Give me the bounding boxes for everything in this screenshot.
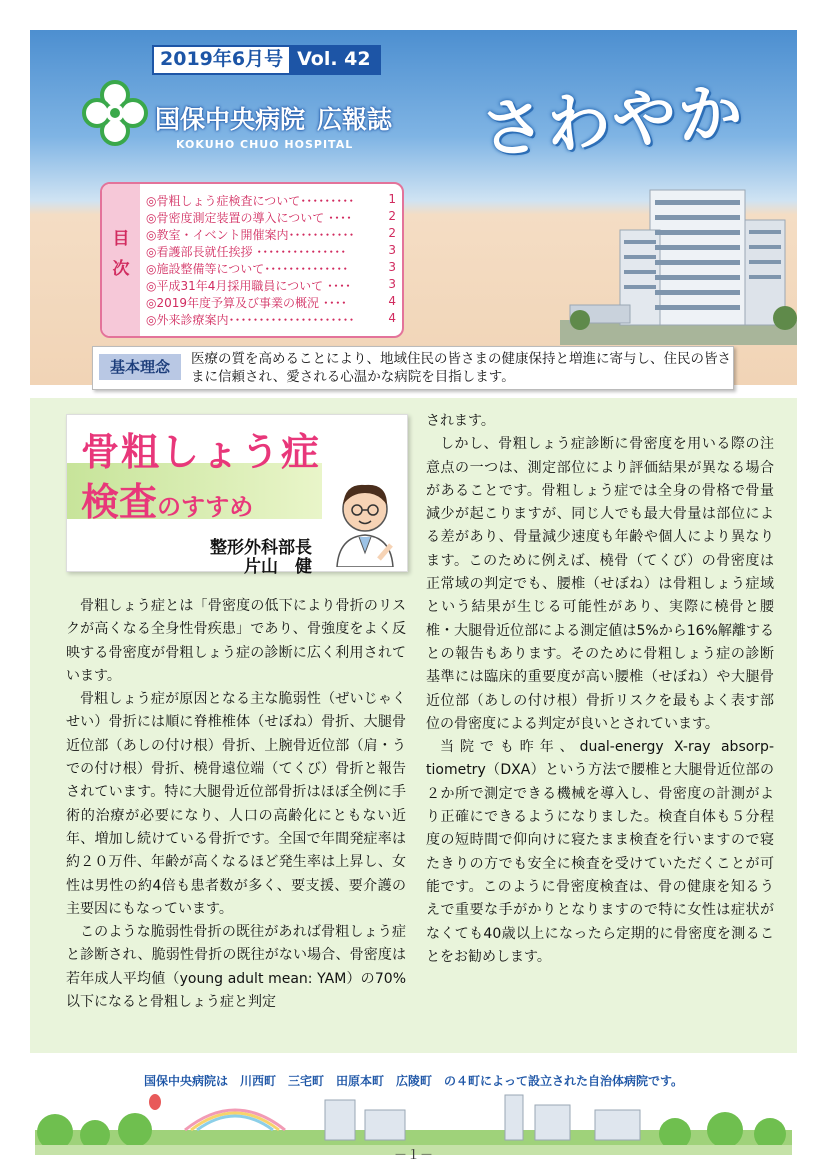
toc-item-page: 3 xyxy=(388,260,396,274)
philosophy-text: 医療の質を高めることにより、地域住民の皆さまの健康保持と増進に寄与し、住民の皆さまに信頼され、愛される心温かな病院を目指します。 xyxy=(191,351,731,385)
toc-item-text: ◎外来診療案内･････････････････････ xyxy=(146,313,355,327)
toc-item-text: ◎教室・イベント開催案内･･･････････ xyxy=(146,228,355,242)
author-department: 整形外科部長 xyxy=(210,538,312,558)
toc-item[interactable] xyxy=(146,260,396,277)
toc-item[interactable] xyxy=(146,243,396,260)
toc-item-page: 2 xyxy=(388,226,396,240)
hospital-logo-icon xyxy=(82,80,148,146)
article-title-box xyxy=(66,414,408,577)
toc-item[interactable] xyxy=(146,209,396,226)
toc-item[interactable] xyxy=(146,294,396,311)
article-paragraph: 骨粗しょう症が原因となる主な脆弱性（ぜいじゃくせい）骨折には順に脊椎椎体（せぼね）骨折、大腿骨近位部（あしの付け根）骨折、上腕骨近位部（肩・うでの付け根）骨折、橈骨遠位端（てくび）骨折と報告されています。特に大腿骨近位部骨折はほぼ全例に手術的治療が必要になり、人口の高齢化にともない近年、増加し続けている骨折です。全国で年間発症率は約２０万件、年齢が高くなるほど発生率は上昇し、女性は男性の約4倍も患者数が多く、要支援、要介護の主要因にもなっています。 xyxy=(66,691,406,917)
article-column-left xyxy=(66,595,406,1014)
article-paragraph: 骨粗しょう症とは「骨密度の低下により骨折のリスクが高くなる全身性骨疾患」であり、骨強度をよく反映する骨密度が骨粗しょう症の診断に広く利用されています。 xyxy=(66,598,406,684)
toc-item-text: ◎平成31年4月採用職員について ････ xyxy=(146,279,351,293)
toc-item-page: 4 xyxy=(388,294,396,308)
toc-item[interactable] xyxy=(146,226,396,243)
magazine-label: 広報誌 xyxy=(317,105,393,134)
article-title-big: 検査 xyxy=(81,480,158,524)
toc-item-text: ◎施設整備等について･･････････････ xyxy=(146,262,349,276)
toc-item-text: ◎骨密度測定装置の導入について ････ xyxy=(146,211,353,225)
issue-date: 2019年6月号 xyxy=(160,48,284,70)
toc-item-text: ◎看護部長就任挨拶 ･･･････････････ xyxy=(146,245,347,259)
issue-volume: Vol. 42 xyxy=(289,47,379,73)
philosophy-box xyxy=(92,346,734,390)
toc-item-text: ◎2019年度予算及び事業の概況 ････ xyxy=(146,296,347,310)
article-title-line1: 骨粗しょう症 xyxy=(81,430,322,474)
toc-item-page: 2 xyxy=(388,209,396,223)
toc-item[interactable] xyxy=(146,192,396,209)
article-paragraph: 当院でも昨年、dual-energy X-ray absorp-tiometry（DXA）という方法で腰椎と大腿骨近位部の２か所で測定できる機械を導入し、骨密度の計測がより正確にできるようになりました。検査自体も５分程度の短時間で仰向けに寝たまま検査を行いますので寝たきりの方でも安全に検査を受けていただくことが可能です。このように骨密度検査は、骨の健康を知るうえで重要な手がかりとなりますので特に女性は症状がなくても40歳以上になったら定期的に骨密度を測ることをお勧めします。 xyxy=(426,739,774,965)
philosophy-label: 基本理念 xyxy=(99,354,181,380)
page-number: －１－ xyxy=(393,1148,433,1163)
issue-badge xyxy=(152,45,381,75)
table-of-contents xyxy=(100,182,404,338)
author-name: 片山 健 xyxy=(244,557,312,577)
toc-item-page: 4 xyxy=(388,311,396,325)
toc-item-text: ◎骨粗しょう症検査について･････････ xyxy=(146,194,355,208)
hospital-building-image xyxy=(560,170,797,345)
toc-label: 目次 xyxy=(112,229,130,279)
footer-note: 国保中央病院は 川西町 三宅町 田原本町 広陵町 の４町によって設立された自治体病院です。 xyxy=(143,1074,684,1088)
toc-item[interactable] xyxy=(146,311,396,328)
hospital-name-text: 国保中央病院 xyxy=(155,105,306,134)
toc-item[interactable] xyxy=(146,277,396,294)
doctor-illustration-icon xyxy=(329,475,401,567)
hospital-name xyxy=(155,100,392,136)
article-paragraph: このような脆弱性骨折の既往があれば骨粗しょう症と診断され、脆弱性骨折の既往がない場合、骨密度は若年成人平均値（young adult mean: YAM）の70%以下になると骨粗しょう症と判定 xyxy=(66,924,406,1011)
toc-item-page: 3 xyxy=(388,277,396,291)
article-paragraph: しかし、骨粗しょう症診断に骨密度を用いる際の注意点の一つは、測定部位により評価結果が異なる場合があることです。骨粗しょう症では全身の骨格で骨量減少が起こりますが、同じ人でも最大骨量は部位による差があり、骨量減少速度も年齢や個人により異なります。このために例えば、橈骨（てくび）の骨密度は正常域の判定でも、腰椎（せぼね）は骨粗しょう症域という結果が生じる可能性があり、実際に橈骨と腰椎・大腿骨近位部による測定値は5%から16%解離するとの報告もあります。そのために骨粗しょう症の診断基準には臨床的重要度が高い腰椎（せぼね）や大腿骨近位部（あしの付け根）骨折リスクを最もよく表す部位の骨密度による判定が良いとされています。 xyxy=(426,436,774,732)
toc-item-page: 3 xyxy=(388,243,396,257)
article-title-line2 xyxy=(81,471,253,526)
article-title-small: のすすめ xyxy=(157,493,254,521)
magazine-title: さわやか xyxy=(478,74,747,169)
article-continuation: されます。 xyxy=(426,413,495,429)
article-column-right xyxy=(426,410,774,969)
toc-item-page: 1 xyxy=(388,192,396,206)
hospital-name-english: KOKUHO CHUO HOSPITAL xyxy=(176,138,354,151)
